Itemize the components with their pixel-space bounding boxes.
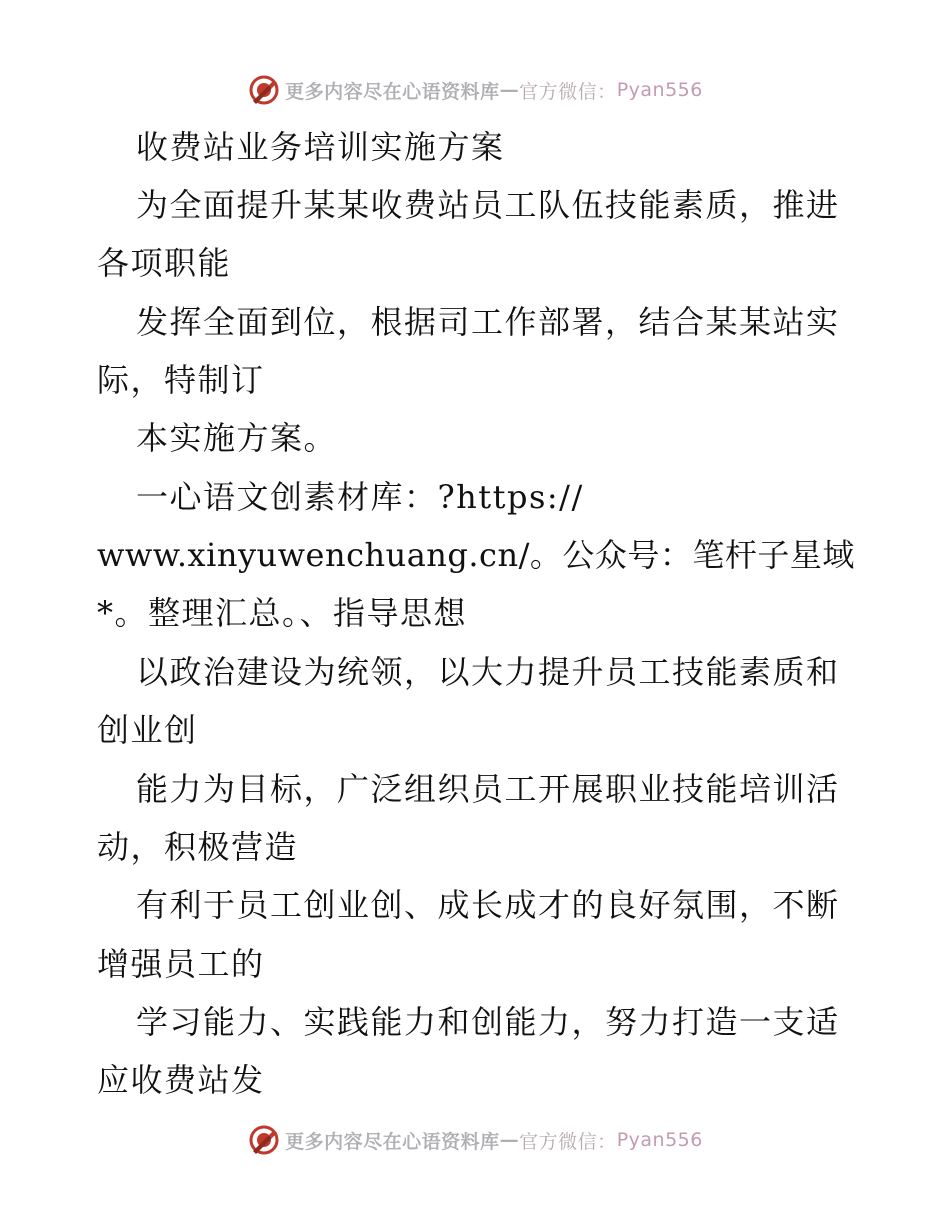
banner-wechat-id: Pyan556 — [616, 79, 703, 101]
doc-paragraph-line: 以政治建设为统领，以大力提升员工技能素质和 — [136, 653, 840, 691]
doc-paragraph-line: 创业创 — [97, 711, 198, 749]
doc-paragraph-line: 有利于员工创业创、成长成才的良好氛围，不断 — [136, 886, 840, 924]
banner-wechat-label: 官方微信： — [519, 80, 617, 103]
doc-paragraph-line: www.xinyuwenchuang.cn/。公众号：笔杆子星域 — [97, 536, 855, 574]
header-banner — [0, 70, 950, 110]
red-pen-circle-logo-icon — [247, 1123, 281, 1157]
banner-main-text: 更多内容尽在心语资料库 — [285, 80, 500, 103]
banner-wechat-id: Pyan556 — [616, 1129, 703, 1151]
doc-paragraph-line: 际，特制订 — [97, 361, 265, 399]
doc-paragraph-line: 各项职能 — [97, 244, 232, 282]
banner-main-text: 更多内容尽在心语资料库 — [285, 1130, 500, 1153]
red-pen-circle-logo-icon — [247, 73, 281, 107]
doc-paragraph-line: 应收费站发 — [97, 1061, 265, 1099]
footer-banner — [0, 1120, 950, 1160]
doc-paragraph-line: 学习能力、实践能力和创能力，努力打造一支适 — [136, 1003, 840, 1041]
doc-paragraph-line: 为全面提升某某收费站员工队伍技能素质，推进 — [136, 186, 840, 224]
doc-paragraph-line: 发挥全面到位，根据司工作部署，结合某某站实 — [136, 303, 840, 341]
banner-separator: — — [499, 79, 520, 101]
doc-paragraph-line: *。整理汇总。、指导思想 — [97, 594, 468, 632]
doc-paragraph-line: 增强员工的 — [97, 945, 265, 983]
doc-paragraph-line: 动，积极营造 — [97, 828, 299, 866]
doc-paragraph-line: 本实施方案。 — [136, 419, 338, 457]
doc-paragraph-line: 能力为目标，广泛组织员工开展职业技能培训活 — [136, 770, 840, 808]
doc-title: 收费站业务培训实施方案 — [136, 128, 505, 166]
banner-wechat-label: 官方微信： — [519, 1130, 617, 1153]
doc-paragraph-line: 一心语文创素材库：?https:// — [136, 478, 584, 516]
banner-separator: — — [499, 1129, 520, 1151]
